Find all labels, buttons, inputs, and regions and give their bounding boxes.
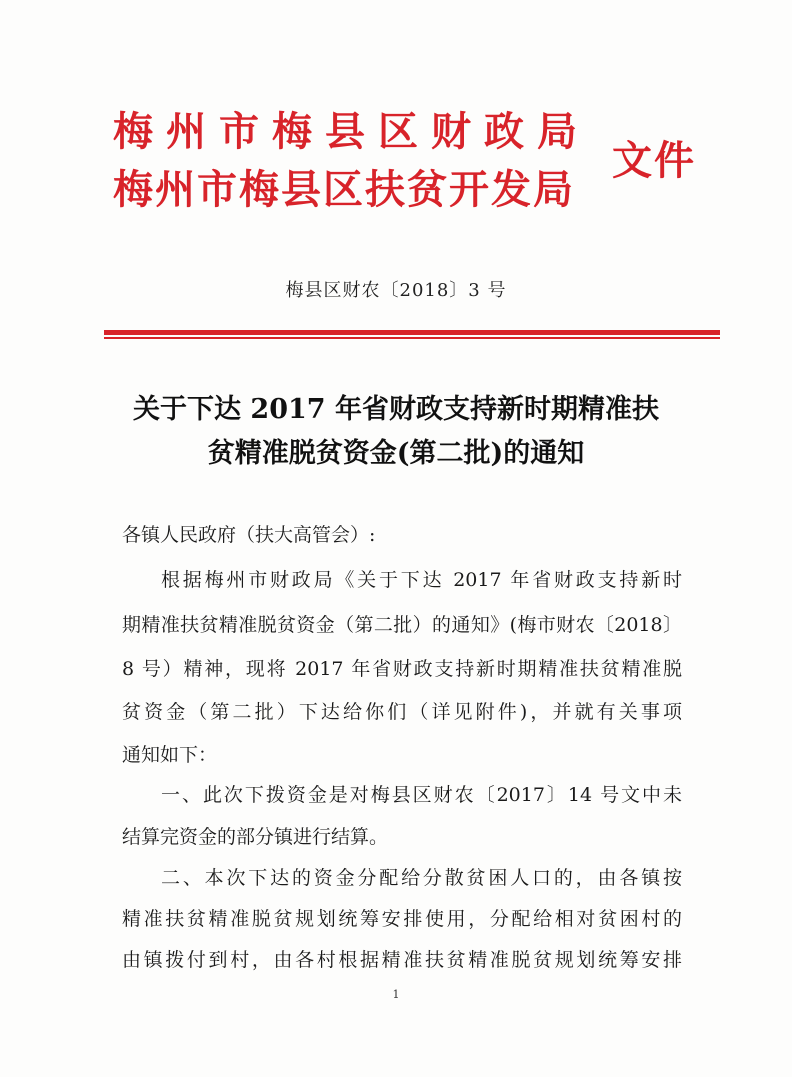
body-line: 一、此次下拨资金是对梅县区财农〔2017〕14 号文中未 xyxy=(161,784,682,806)
body-line: 精准扶贫精准脱贫规划统筹安排使用，分配给相对贫困村的 xyxy=(122,908,682,930)
body-line: 根据梅州市财政局《关于下达 2017 年省财政支持新时 xyxy=(161,569,682,591)
body-line: 由镇拨付到村，由各村根据精准扶贫精准脱贫规划统筹安排 xyxy=(122,949,682,971)
red-divider-thick xyxy=(104,330,720,335)
addressee: 各镇人民政府（扶大高管会）: xyxy=(122,524,376,546)
body-line: 通知如下： xyxy=(122,744,218,766)
red-divider-thin xyxy=(104,337,720,339)
body-line: 二、本次下达的资金分配给分散贫困人口的，由各镇按 xyxy=(161,867,682,889)
document-title-line-2: 贫精准脱贫资金(第二批)的通知 xyxy=(207,438,585,469)
page-number: 1 xyxy=(392,988,400,1001)
issuing-agency-poverty-alleviation-bureau: 梅州市梅县区扶贫开发局 xyxy=(113,167,575,213)
body-line: 期精准扶贫精准脱贫资金（第二批）的通知》(梅市财农〔2018〕 xyxy=(122,614,682,636)
body-line: 8 号）精神，现将 2017 年省财政支持新时期精准扶贫精准脱 xyxy=(122,658,682,680)
body-line: 结算完资金的部分镇进行结算。 xyxy=(122,826,389,848)
body-line: 贫资金（第二批）下达给你们（详见附件)，并就有关事项 xyxy=(122,701,682,723)
document-type-label: 文件 xyxy=(612,138,696,184)
issuing-agency-finance-bureau: 梅州市梅县区财政局 xyxy=(113,109,590,155)
document-number: 梅县区财农〔2018〕3 号 xyxy=(285,280,507,301)
document-title-line-1: 关于下达 2017 年省财政支持新时期精准扶 xyxy=(133,394,659,425)
